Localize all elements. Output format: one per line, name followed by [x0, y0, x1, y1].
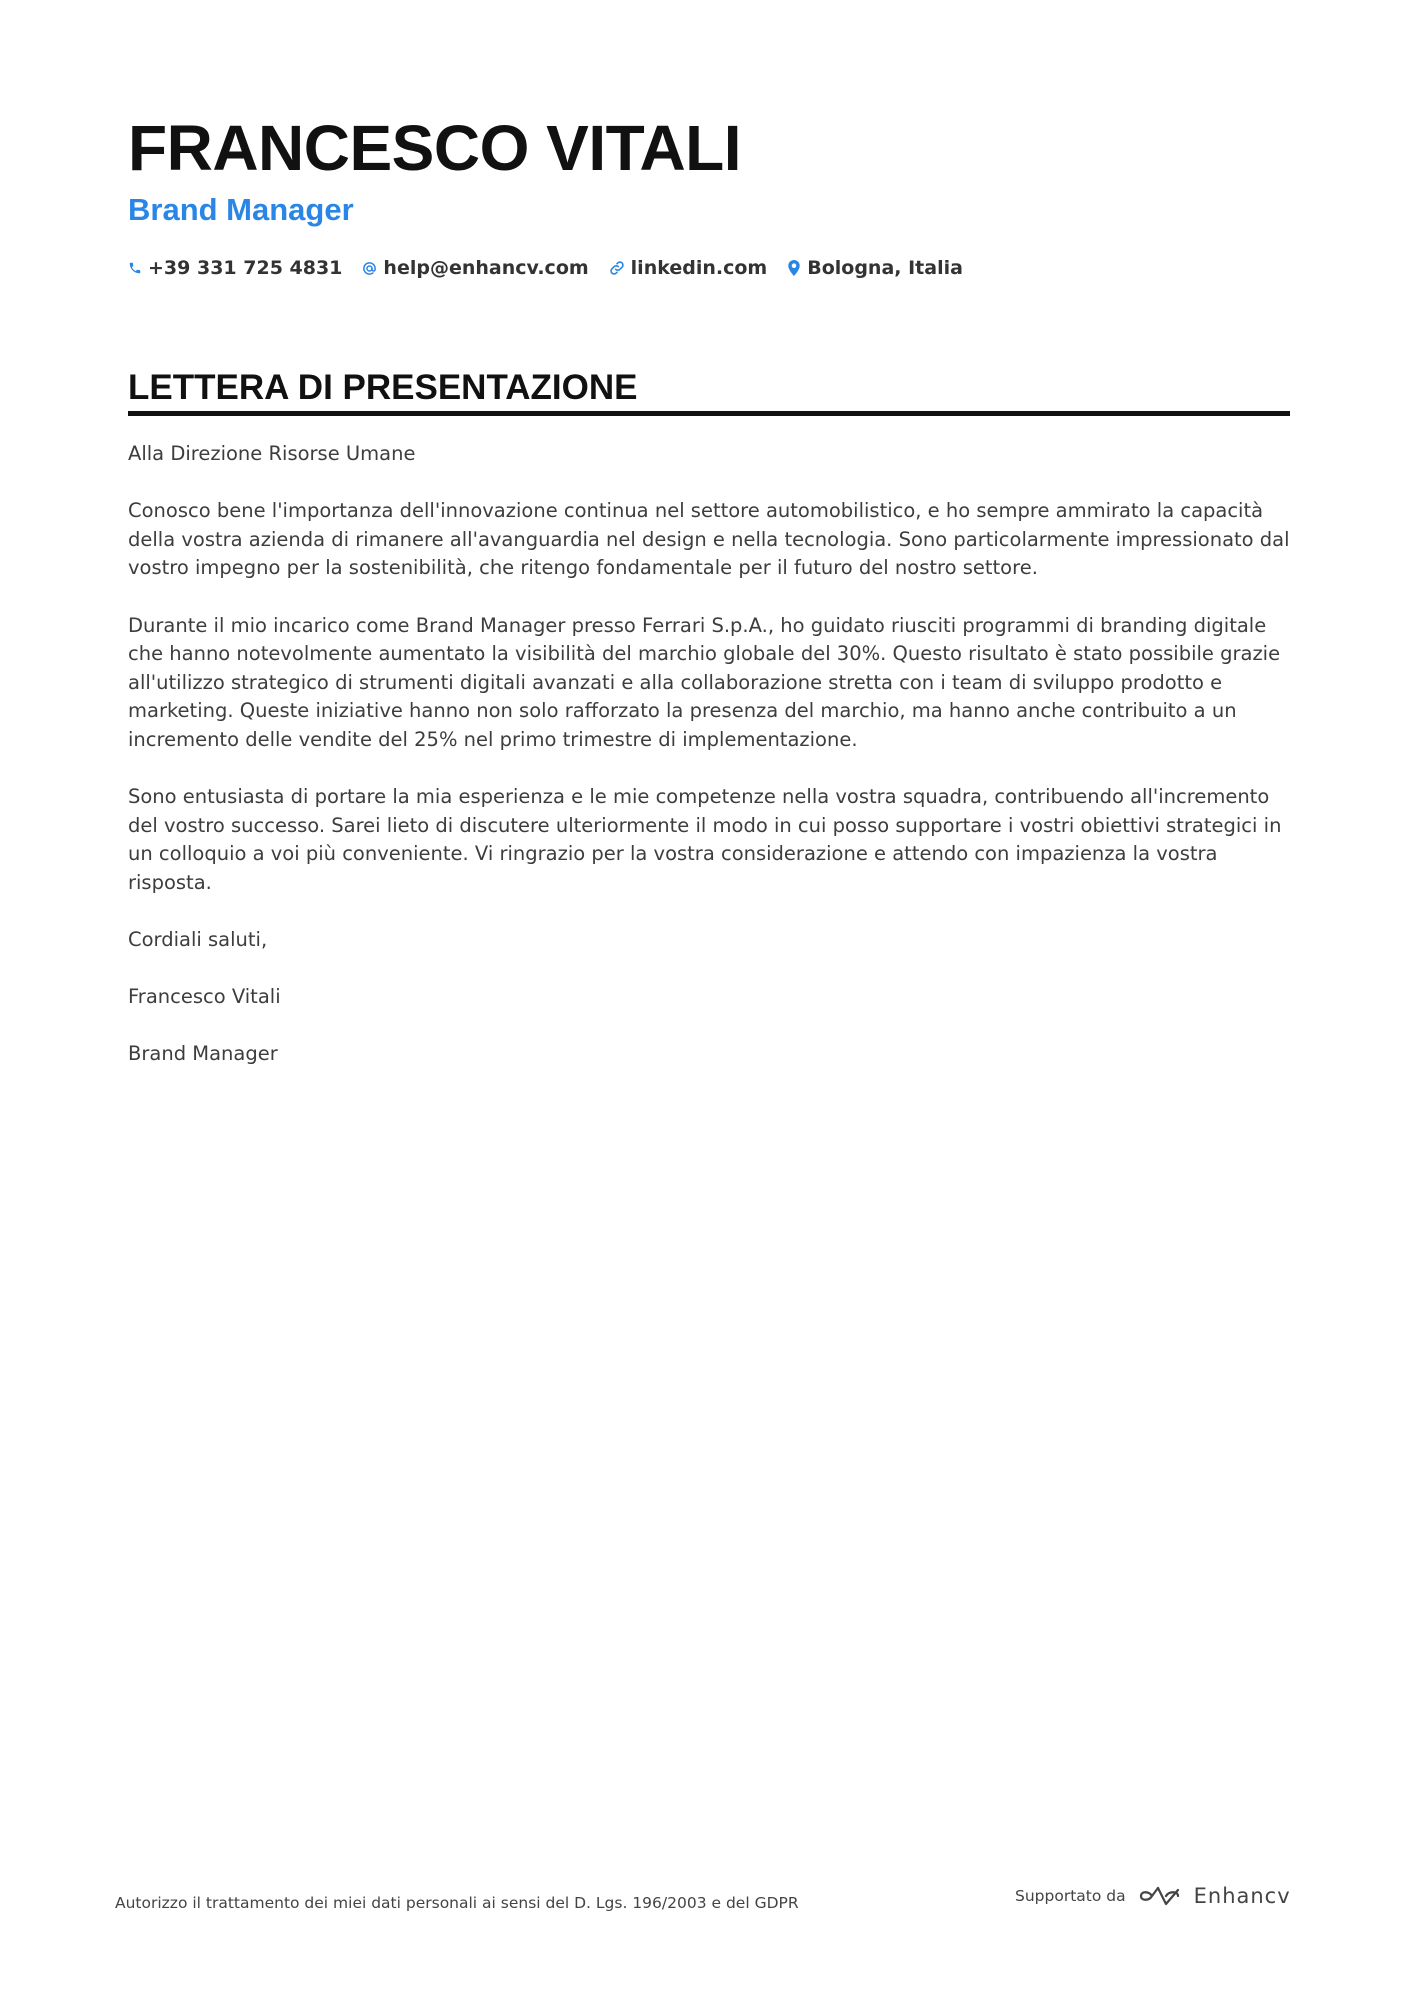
link-icon: [609, 260, 625, 276]
phone-icon: [128, 261, 142, 275]
closing: Cordiali saluti,: [128, 928, 268, 952]
contact-location: [787, 257, 963, 279]
candidate-role: Brand Manager: [128, 192, 354, 227]
location-pin-icon: [787, 260, 801, 276]
contact-linkedin[interactable]: [609, 257, 768, 279]
paragraph-1: Conosco bene l'importanza dell'innovazione continua nel settore automobilistico, e ho sempre ammirato la capacità della vostra azienda di rimanere all'avanguardia nel design e nella tecnologia. Sono particolarmente impressionato dal vostro impegno per la sostenibilità, che ritengo fondamentale per il futuro del nostro settore.: [128, 499, 1290, 580]
salutation: Alla Direzione Risorse Umane: [128, 442, 416, 465]
contact-row: [128, 254, 983, 282]
powered-by[interactable]: [1015, 1884, 1291, 1908]
brand-name: Enhancv: [1193, 1884, 1291, 1908]
linkedin-text: linkedin.com: [630, 257, 768, 279]
location-text: Bologna, Italia: [807, 257, 963, 279]
enhancv-logo-icon: [1138, 1885, 1186, 1907]
consent-note: Autorizzo il trattamento dei miei dati personali ai sensi del D. Lgs. 196/2003 e del GDPR: [115, 1894, 799, 1912]
paragraph-3: Sono entusiasta di portare la mia esperienza e le mie competenze nella vostra squadra, contribuendo all'incremento del vostro successo. Sarei lieto di discutere ulteriormente il modo in cui posso supportare i vostri obiettivi strategici in un colloquio a voi più conveniente. Vi ringrazio per la vostra considerazione e attendo con impazienza la vostra risposta.: [128, 785, 1282, 894]
signature-name: Francesco Vitali: [128, 985, 281, 1009]
powered-by-label: Supportato da: [1015, 1887, 1126, 1905]
contact-email[interactable]: [362, 257, 588, 279]
letter-body: [128, 440, 1290, 1098]
signature-role: Brand Manager: [128, 1042, 278, 1066]
email-text: help@enhancv.com: [383, 257, 589, 279]
contact-phone[interactable]: [128, 257, 342, 279]
candidate-name: FRANCESCO VITALI: [128, 112, 742, 184]
phone-text: +39 331 725 4831: [148, 257, 343, 279]
at-icon: [362, 261, 377, 276]
section-title: LETTERA DI PRESENTAZIONE: [128, 367, 1290, 416]
paragraph-2: Durante il mio incarico come Brand Manager presso Ferrari S.p.A., ho guidato riusciti programmi di branding digitale che hanno notevolmente aumentato la visibilità del marchio globale del 30%. Questo risultato è stato possibile grazie all'utilizzo strategico di strumenti digitali avanzati e alla collaborazione stretta con i team di sviluppo prodotto e marketing. Queste iniziative hanno non solo rafforzato la presenza del marchio, ma hanno anche contribuito a un incremento delle vendite del 25% nel primo trimestre di implementazione.: [128, 613, 1281, 751]
